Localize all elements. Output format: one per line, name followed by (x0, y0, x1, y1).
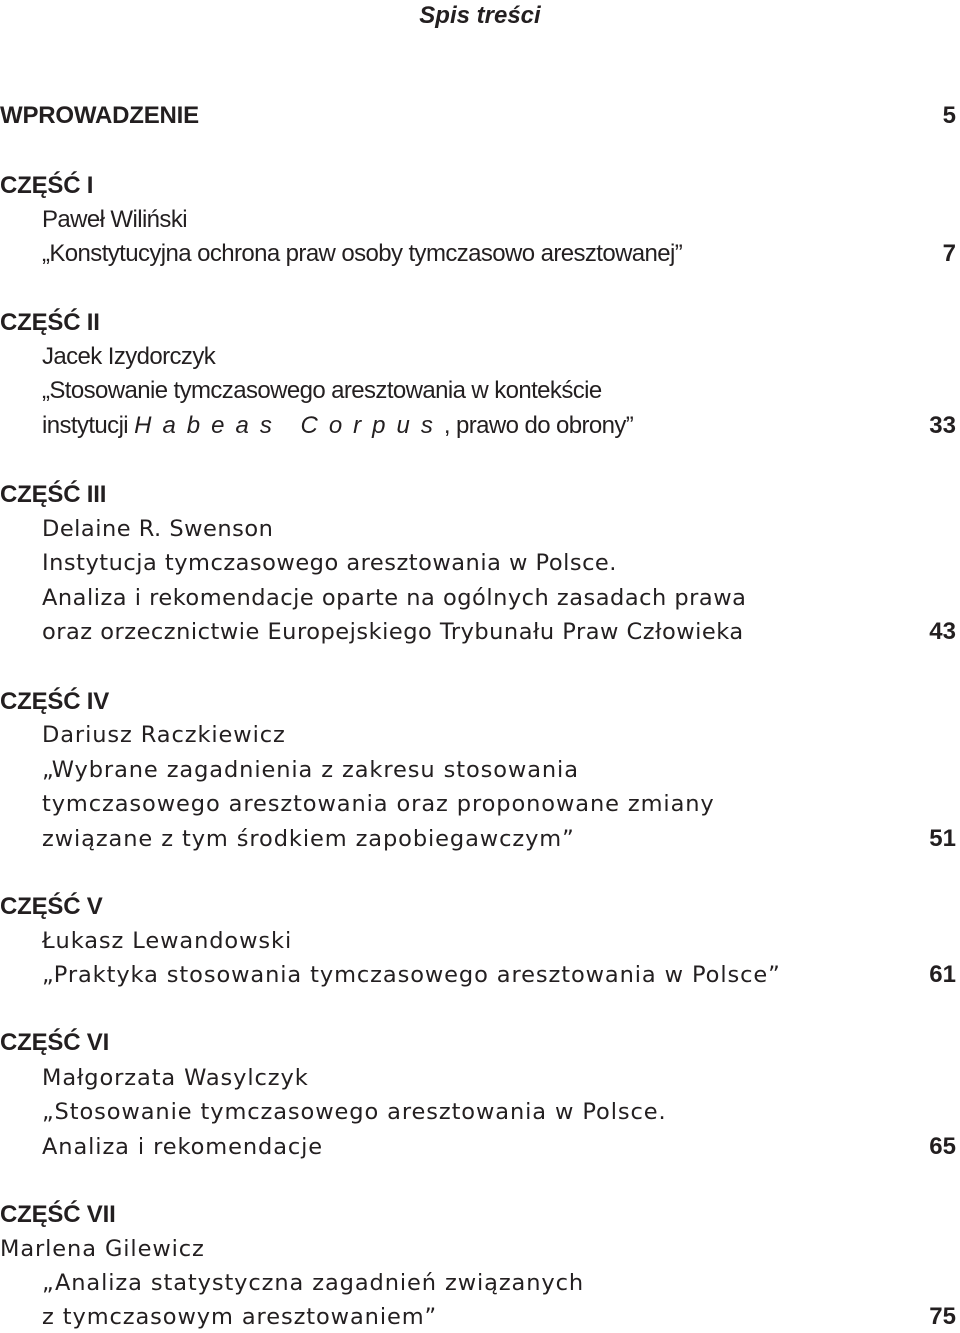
part-3-title-line-2: Analiza i rekomendacje oparte na ogólnych zasadach prawa (42, 585, 747, 611)
part-1-title-line-1: „Konstytucyjna ochrona praw osoby tymczasowo aresztowanej” (42, 240, 683, 267)
part-3-label: CZĘŚĆ III (0, 481, 107, 508)
part-5-title-line-1: „Praktyka stosowania tymczasowego aresztowania w Polsce” (42, 962, 781, 988)
part-2-title-line-1: „Stosowanie tymczasowego aresztowania w kontekście (42, 377, 602, 404)
part-2-title-line-2 (42, 412, 633, 440)
part-3-author: Delaine R. Swenson (42, 516, 274, 542)
part-4-label: CZĘŚĆ IV (0, 688, 110, 715)
part-6-label: CZĘŚĆ VI (0, 1029, 110, 1056)
part-6-title-line-1: „Stosowanie tymczasowego aresztowania w Polsce. (42, 1099, 667, 1125)
part-1-page-number: 7 (942, 240, 956, 267)
intro-page-number: 5 (942, 102, 956, 129)
part-2-page-number: 33 (929, 412, 956, 439)
part-4-page-number: 51 (929, 825, 956, 852)
page-title: Spis treści (419, 2, 541, 29)
part-3-title-line-1: Instytucja tymczasowego aresztowania w Polsce. (42, 550, 617, 576)
part-7-author: Marlena Gilewicz (0, 1236, 205, 1262)
part-2-line-2-prefix: instytucji (42, 412, 129, 439)
part-6-title-line-2: Analiza i rekomendacje (42, 1134, 324, 1160)
part-7-title-line-1: „Analiza statystyczna zagadnień związanych (42, 1270, 585, 1296)
part-2-line-2-italic: Habeas Corpus (134, 412, 444, 439)
part-2-label: CZĘŚĆ II (0, 309, 100, 336)
part-4-title-line-2: tymczasowego aresztowania oraz proponowane zmiany (42, 791, 715, 817)
part-7-label: CZĘŚĆ VII (0, 1201, 116, 1228)
part-7-title-line-2: z tymczasowym aresztowaniem” (42, 1304, 438, 1330)
part-2-line-2-suffix: , prawo do obrony” (443, 412, 634, 439)
part-4-title-line-1: „Wybrane zagadnienia z zakresu stosowania (42, 757, 579, 783)
part-1-label: CZĘŚĆ I (0, 172, 94, 199)
part-7-page-number: 75 (929, 1303, 956, 1330)
part-6-author: Małgorzata Wasylczyk (42, 1065, 309, 1091)
part-5-label: CZĘŚĆ V (0, 893, 103, 920)
part-5-author: Łukasz Lewandowski (42, 928, 293, 954)
intro-label: WPROWADZENIE (0, 102, 199, 129)
part-3-title-line-3: oraz orzecznictwie Europejskiego Trybunału Praw Człowieka (42, 619, 744, 645)
part-2-author: Jacek Izydorczyk (42, 343, 216, 370)
part-4-title-line-3: związane z tym środkiem zapobiegawczym” (42, 826, 575, 852)
part-1-author: Paweł Wiliński (42, 206, 187, 233)
part-4-author: Dariusz Raczkiewicz (42, 722, 286, 748)
part-3-page-number: 43 (929, 618, 956, 645)
part-5-page-number: 61 (929, 961, 956, 988)
part-6-page-number: 65 (929, 1133, 956, 1160)
